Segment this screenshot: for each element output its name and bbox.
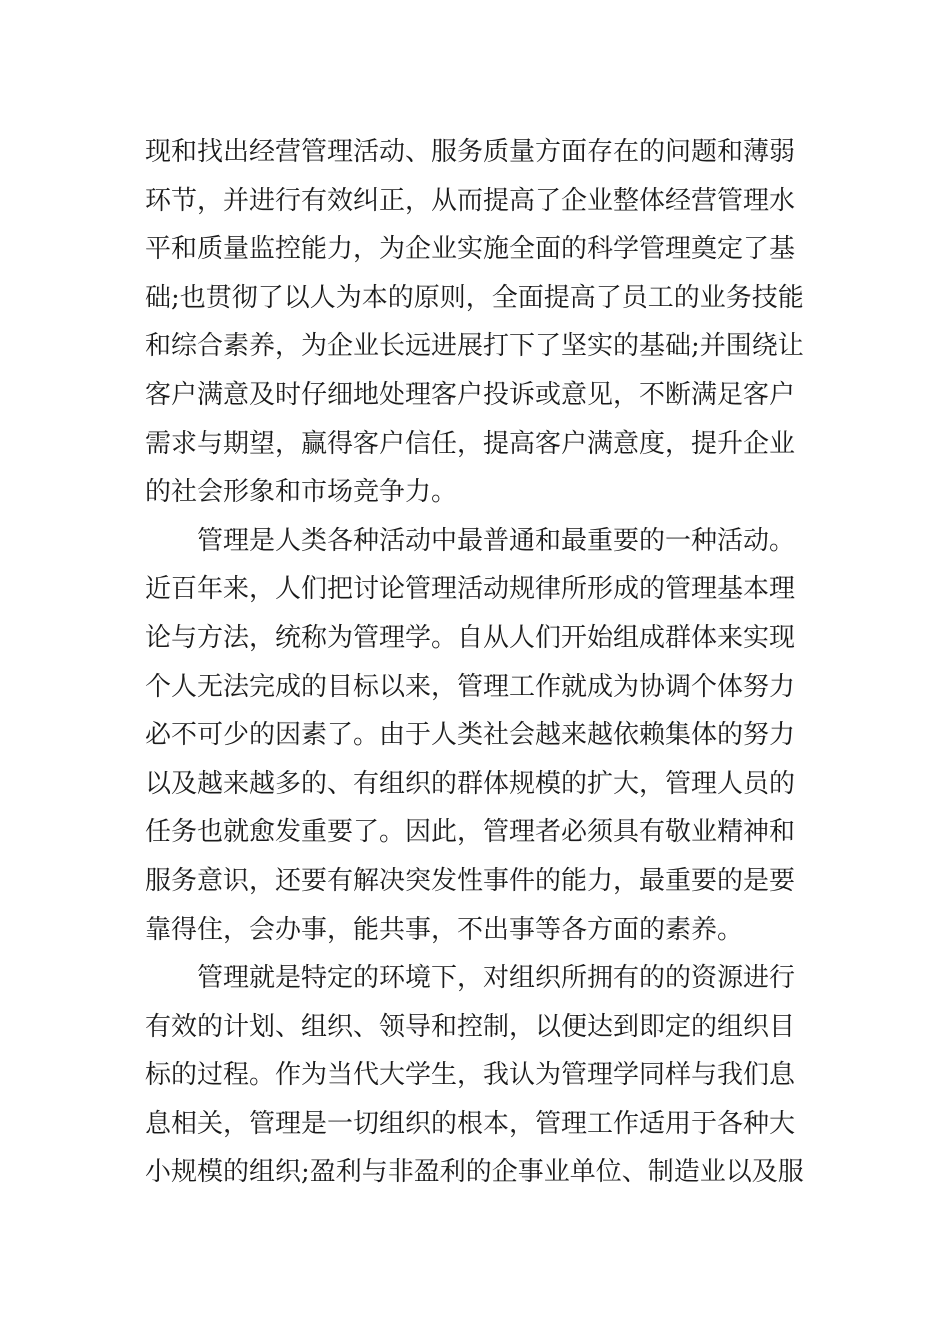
text-line: 平和质量监控能力，为企业实施全面的科学管理奠定了基 <box>145 234 796 265</box>
text-line: 息相关，管理是一切组织的根本，管理工作适用于各种大 <box>145 1108 796 1139</box>
text-line-indented: 管理就是特定的环境下，对组织所拥有的的资源进行 <box>197 963 796 994</box>
paragraph-3 <box>145 954 810 1197</box>
text-line: 小规模的组织;盈利与非盈利的企事业单位、制造业以及服 <box>145 1157 804 1188</box>
paragraph-2 <box>145 517 810 954</box>
text-line: 靠得住，会办事，能共事，不出事等各方面的素养。 <box>145 914 744 945</box>
text-line: 础;也贯彻了以人为本的原则，全面提高了员工的业务技能 <box>145 282 804 313</box>
paragraph-1 <box>145 128 810 517</box>
text-line: 必不可少的因素了。由于人类社会越来越依赖集体的努力 <box>145 720 796 751</box>
text-line: 以及越来越多的、有组织的群体规模的扩大，管理人员的 <box>145 768 796 799</box>
text-line: 客户满意及时仔细地处理客户投诉或意见，不断满足客户 <box>145 379 796 410</box>
text-line: 现和找出经营管理活动、服务质量方面存在的问题和薄弱 <box>145 137 796 167</box>
text-line-indented: 管理是人类各种活动中最普通和最重要的一种活动。 <box>197 525 796 556</box>
text-line: 有效的计划、组织、领导和控制，以便达到即定的组织目 <box>145 1011 796 1042</box>
text-line: 服务意识，还要有解决突发性事件的能力，最重要的是要 <box>145 865 796 896</box>
text-line: 环节，并进行有效纠正，从而提高了企业整体经营管理水 <box>145 185 796 216</box>
body-text <box>145 128 810 1197</box>
text-line: 和综合素养，为企业长远进展打下了坚实的基础;并围绕让 <box>145 331 804 362</box>
text-line: 需求与期望，赢得客户信任，提高客户满意度，提升企业 <box>145 428 796 459</box>
text-line: 的社会形象和市场竞争力。 <box>145 477 458 508</box>
text-line: 论与方法，统称为管理学。自从人们开始组成群体来实现 <box>145 622 796 653</box>
text-line: 标的过程。作为当代大学生，我认为管理学同样与我们息 <box>145 1060 796 1091</box>
text-line: 个人无法完成的目标以来，管理工作就成为协调个体努力 <box>145 671 796 702</box>
text-line: 任务也就愈发重要了。因此，管理者必须具有敬业精神和 <box>145 817 796 848</box>
text-line: 近百年来，人们把讨论管理活动规律所形成的管理基本理 <box>145 574 796 605</box>
